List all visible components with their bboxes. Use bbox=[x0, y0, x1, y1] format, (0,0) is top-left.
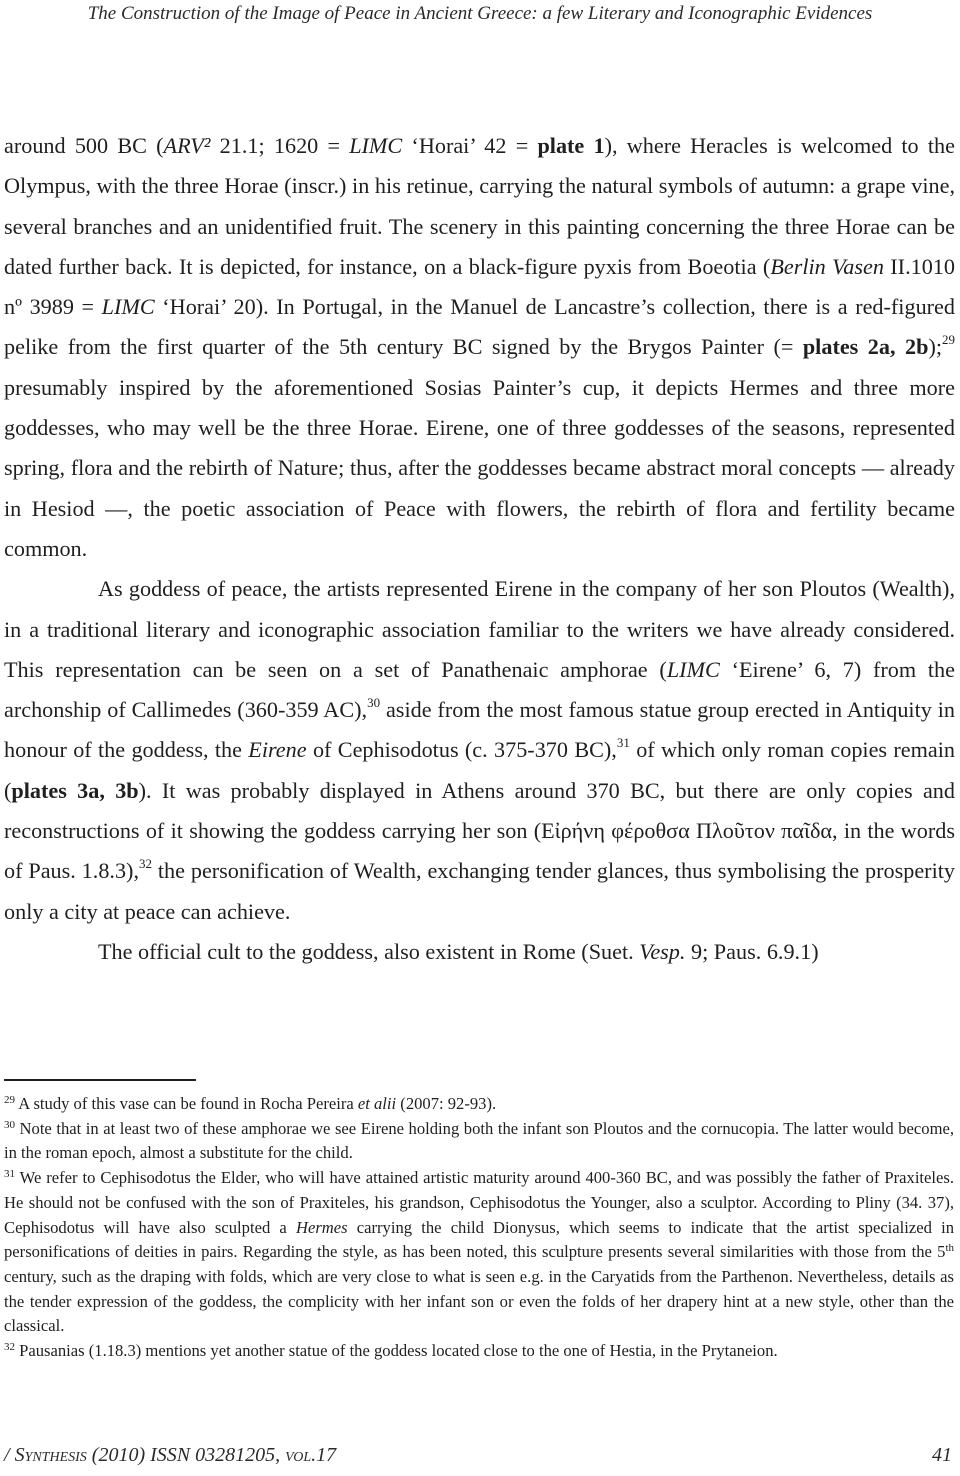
ordinal-suffix: th bbox=[945, 1242, 954, 1255]
text-run: ); bbox=[928, 334, 943, 360]
text-run: II.1010 nº 3989 = bbox=[4, 253, 955, 320]
text-run: 21.1; 1620 = bbox=[210, 133, 350, 158]
footnote-text: century, such as the draping with folds, which are very close to what is seen e.g. in the Caryatids from the Parthenon. Nevertheless, details as the tender expression of the goddess, the complicity with her infant son or even the folds of her drapery hint at a new style, other than the classical. bbox=[4, 1266, 954, 1336]
footnote-30 bbox=[4, 1117, 954, 1166]
citation-abbrev: LIMC bbox=[101, 294, 155, 320]
footnote-29 bbox=[4, 1092, 954, 1117]
footnote-number: 32 bbox=[4, 1341, 15, 1354]
paragraph-2 bbox=[4, 569, 955, 932]
footnote-text: (2007: 92-93). bbox=[396, 1094, 497, 1113]
footnote-ref-32[interactable]: 32 bbox=[139, 856, 152, 872]
slash: / bbox=[4, 1444, 15, 1466]
footnote-number: 30 bbox=[4, 1118, 15, 1131]
citation-abbrev: Berlin Vasen bbox=[770, 253, 884, 279]
footnote-text: A study of this vase can be found in Rocha Pereira bbox=[15, 1094, 358, 1113]
text-run: 9; Paus. 6.9.1) bbox=[685, 938, 819, 964]
running-title: The Construction of the Image of Peace in Ancient Greece: a few Literary and Iconographic Evidences bbox=[87, 3, 873, 24]
footnote-number: 31 bbox=[4, 1168, 15, 1181]
paragraph-1 bbox=[4, 126, 955, 569]
main-text bbox=[4, 126, 955, 972]
text-run: As goddess of peace, the artists represented Eirene in the company of her son Ploutos (Wealth), in a traditional literary and iconographic association familiar to the writers we have already considered. This representation can be seen on a set of Panathenaic amphorae ( bbox=[4, 576, 955, 682]
footnote-31 bbox=[4, 1166, 954, 1339]
volume-label: vol.17 bbox=[285, 1444, 337, 1466]
footnote-italic: et alii bbox=[357, 1094, 397, 1113]
plate-reference: plate 1 bbox=[537, 133, 605, 158]
plate-reference: plates 2a, 2b bbox=[802, 334, 929, 360]
citation-abbrev: ARV² bbox=[163, 133, 211, 158]
text-run: ‘Horai’ 20). In Portugal, in the Manuel de Lancastre’s collection, there is a red-figured pelike from the first quarter of the 5th century BC signed by the Brygos Painter (= bbox=[4, 294, 955, 360]
footnote-text: Pausanias (1.18.3) mentions yet another statue of the goddess located close to the one of Hestia, in the Prytaneion. bbox=[15, 1341, 778, 1361]
journal-name: Synthesis bbox=[14, 1444, 87, 1466]
citation-abbrev: LIMC bbox=[666, 656, 720, 682]
text-run: ), where Heracles is welcomed to the Olympus, with the three Horae (inscr.) in his retinue, carrying the natural symbols of autumn: a grape vine, several branches and an unidentified fruit. The scenery in this painting concerning the three Horae can be dated further back. It is depicted, for instance, on a black-figure pyxis from Boeotia ( bbox=[4, 133, 955, 279]
page-footer bbox=[4, 1444, 952, 1472]
text-run: ). It was probably displayed in Athens around 370 BC, but there are only copies and reconstructions of it showing the goddess carrying her son (Εἰρήνη φέροθσα Πλοῦτον παῖδα, in the words of Paus. 1.8.3), bbox=[4, 777, 955, 884]
text-run: of which only roman copies remain ( bbox=[4, 737, 955, 803]
text-run: aside from the most famous statue group erected in Antiquity in honour of the goddess, the bbox=[4, 697, 955, 763]
text-run: presumably inspired by the aforementioned Sosias Painter’s cup, it depicts Hermes and three more goddesses, who may well be the three Horae. Eirene, one of three goddesses of the seasons, represented spring, flora and the rebirth of Nature; thus, after the goddesses became abstract moral concepts — already in Hesiod —, the poetic association of Peace with flowers, the rebirth of flora and fertility became common. bbox=[4, 374, 955, 561]
footnote-number: 29 bbox=[4, 1094, 15, 1106]
footnote-text: Note that in at least two of these amphorae we see Eirene holding both the infant son Ploutos and the cornucopia. The latter would become, in the roman epoch, almost a substitute for the child. bbox=[4, 1118, 954, 1163]
text-run: around 500 BC ( bbox=[4, 133, 164, 158]
text-run: of Cephisodotus (c. 375-370 BC), bbox=[306, 737, 617, 763]
citation-abbrev: LIMC bbox=[349, 133, 403, 158]
work-title: Eirene bbox=[248, 737, 307, 763]
text-run: the personification of Wealth, exchanging tender glances, thus symbolising the prosperity only a city at peace can achieve. bbox=[4, 858, 955, 924]
footnote-ref-29[interactable]: 29 bbox=[942, 332, 956, 348]
running-header bbox=[0, 3, 960, 25]
footnote-ref-30[interactable]: 30 bbox=[367, 695, 381, 711]
issn-text: (2010) ISSN 03281205, bbox=[86, 1444, 286, 1466]
journal-citation bbox=[4, 1444, 336, 1467]
plate-reference: plates 3a, 3b bbox=[11, 777, 139, 803]
text-run: ‘Horai’ 42 = bbox=[402, 133, 538, 158]
citation-abbrev: Vesp. bbox=[639, 938, 686, 964]
text-run: The official cult to the goddess, also existent in Rome (Suet. bbox=[98, 938, 640, 964]
footnote-text: carrying the child Dionysus, which seems to indicate that the artist specialized in personifications of deities in pairs. Regarding the style, as has been noted, this sculpture presents several similarities with those from the 5 bbox=[4, 1217, 954, 1262]
footnotes bbox=[4, 1092, 954, 1364]
footnote-ref-31[interactable]: 31 bbox=[616, 735, 630, 751]
footnote-separator bbox=[4, 1079, 196, 1081]
footnote-italic: Hermes bbox=[295, 1217, 348, 1237]
footnote-text: We refer to Cephisodotus the Elder, who will have attained artistic maturity around 400-360 BC, and was possibly the father of Praxiteles. He should not be confused with the son of Praxiteles, his grandson, Cephisodotus the Younger, also a sculptor. According to Pliny (34. 37), Cephisodotus will have also sculpted a bbox=[4, 1168, 954, 1237]
footnote-32 bbox=[4, 1339, 954, 1364]
text-run: ‘Eirene’ 6, 7) from the archonship of Callimedes (360-359 AC), bbox=[4, 656, 955, 723]
paragraph-3 bbox=[4, 932, 955, 972]
page-number: 41 bbox=[932, 1444, 952, 1466]
